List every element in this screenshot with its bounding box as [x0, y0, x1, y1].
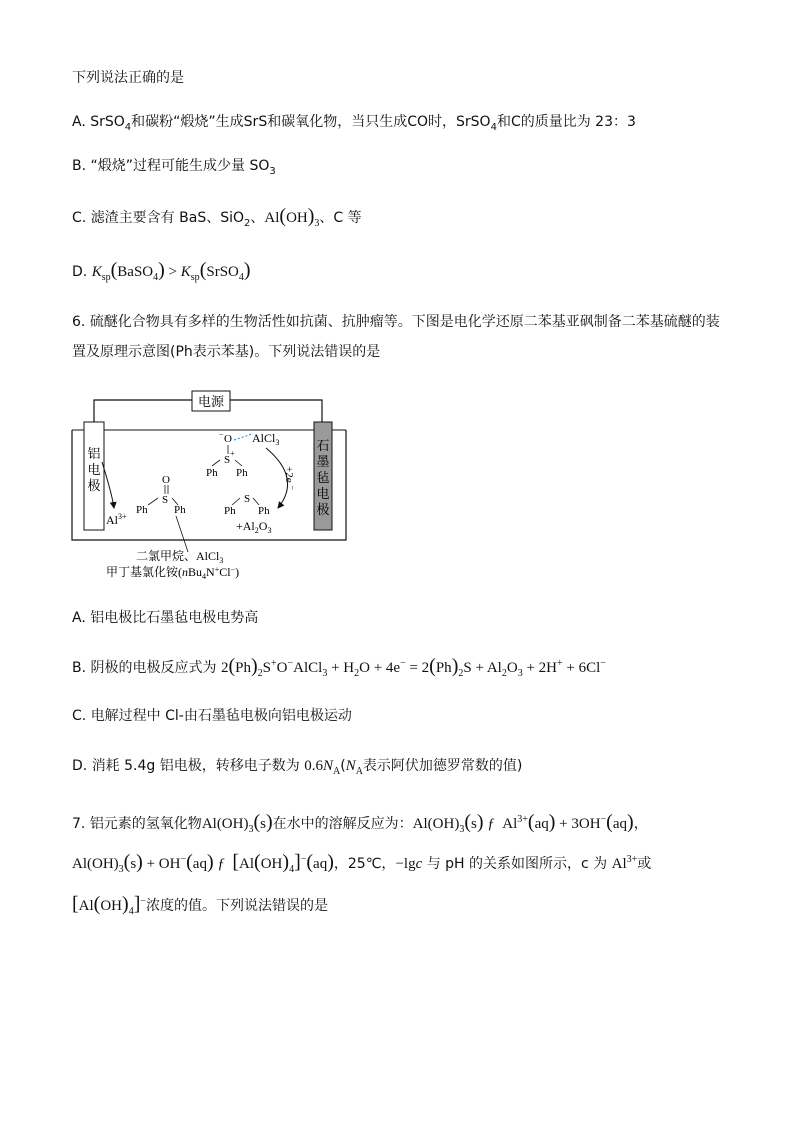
svg-text:Ph: Ph [236, 467, 248, 479]
option-label: B. [72, 660, 87, 676]
power-source-label: 电源 [197, 394, 225, 409]
q6-option-a: A. 铝电极比石墨毡电极电势高 [72, 610, 259, 626]
svg-text:S: S [162, 494, 169, 506]
sulfoxide-alcl3-complex [206, 430, 279, 479]
solution-label-line1: 二氯甲烷、AlCl$_3$ [136, 549, 224, 565]
q6-option-b: B. 阴极的电极反应式为 $2(Ph)_2S^+O^-AlCl_3 + H_2O + 4e^- = 2(Ph)_2S + Al_2O_3 + 2H^+ + 6Cl^-$ [72, 655, 606, 679]
svg-text:铝: 铝 [87, 446, 101, 461]
svg-text:Ph: Ph [174, 504, 186, 516]
q5-option-d: D. $K_{sp}(BaSO_4)$ > $K_{sp}(SrSO_4)$ [72, 259, 251, 283]
electrolysis-diagram [66, 384, 356, 584]
svg-text:极: 极 [316, 502, 330, 517]
option-label: A. [72, 114, 86, 130]
q6-option-c: C. 电解过程中 Cl-由石墨毡电极向铝电极运动 [72, 708, 352, 724]
svg-text:S: S [224, 454, 231, 466]
svg-text:Ph: Ph [136, 504, 148, 516]
option-label: B. [72, 158, 87, 174]
q5-option-c: C. 滤渣主要含有 BaS、SiO$_2$、$Al(OH)_3$、C 等 [72, 205, 362, 229]
q5-option-b: B. “煅烧”过程可能生成少量 $SO_3$ [72, 158, 276, 177]
q6-stem-line2: 置及原理示意图(Ph表示苯基)。下列说法错误的是 [72, 344, 381, 360]
q7-stem-line2: $Al(OH)_3(s) + OH^-(aq)$ ƒ $[Al(OH)_4]^-(aq)$，25℃，−lgc 与 pH 的关系如图所示，c 为 $Al^{3+}$或 [72, 851, 652, 875]
option-label: A. [72, 610, 86, 626]
svg-text:墨: 墨 [316, 454, 330, 469]
option-label: D. [72, 264, 88, 280]
option-label: C. [72, 210, 87, 226]
svg-text:AlCl3: AlCl$_3$ [252, 431, 280, 447]
diphenyl-sulfide-structure [224, 493, 271, 535]
q7-stem-line3: $[Al(OH)_4]^-$浓度的值。下列说法错误的是 [72, 893, 328, 917]
al-ion-label: $Al^{3+}$ [106, 512, 127, 527]
svg-text:Ph: Ph [206, 467, 218, 479]
q7-stem-line1: 7. 铝元素的氢氧化物$Al(OH)_3(s)$在水中的溶解反应为：$Al(OH)_3(s)$ ƒ $Al^{3+}(aq) + 3OH^-(aq)$， [72, 811, 648, 835]
q5-option-a: A. SrSO$_4$和碳粉“煅烧”生成SrS和碳氧化物，当只生成CO时，SrSO$_4$和C的质量比为 23：3 [72, 114, 636, 133]
q5-intro: 下列说法正确的是 [72, 70, 184, 86]
svg-text:毡: 毡 [316, 470, 330, 485]
svg-text:Ph: Ph [224, 505, 236, 517]
svg-text:−: − [219, 430, 224, 439]
svg-text:极: 极 [87, 478, 101, 493]
svg-text:石: 石 [316, 438, 330, 453]
diphenyl-sulfoxide-structure [136, 474, 186, 516]
q6-option-d: D. 消耗 5.4g 铝电极，转移电子数为 $0.6N_A(N_A$表示阿伏加德罗常数的值) [72, 758, 523, 777]
svg-text:Ph: Ph [258, 505, 270, 517]
svg-text:电: 电 [87, 462, 101, 477]
solution-label-line2: 甲丁基氯化铵(nBu$_4$N+Cl−) [106, 565, 240, 581]
svg-text:+: + [230, 449, 235, 458]
option-label: C. [72, 708, 87, 724]
electron-label: +2e − [283, 466, 297, 490]
svg-text:O: O [224, 433, 232, 445]
svg-text:+Al2O3: $+Al_2O_3$ [236, 519, 272, 535]
svg-text:S: S [244, 493, 251, 505]
svg-text:O: O [162, 474, 170, 486]
q6-stem-line1: 6. 硫醚化合物具有多样的生物活性如抗菌、抗肿瘤等。下图是电化学还原二苯基亚砜制备二苯基硫醚的装 [72, 314, 720, 330]
option-label: D. [72, 758, 88, 774]
svg-text:电: 电 [316, 486, 330, 501]
